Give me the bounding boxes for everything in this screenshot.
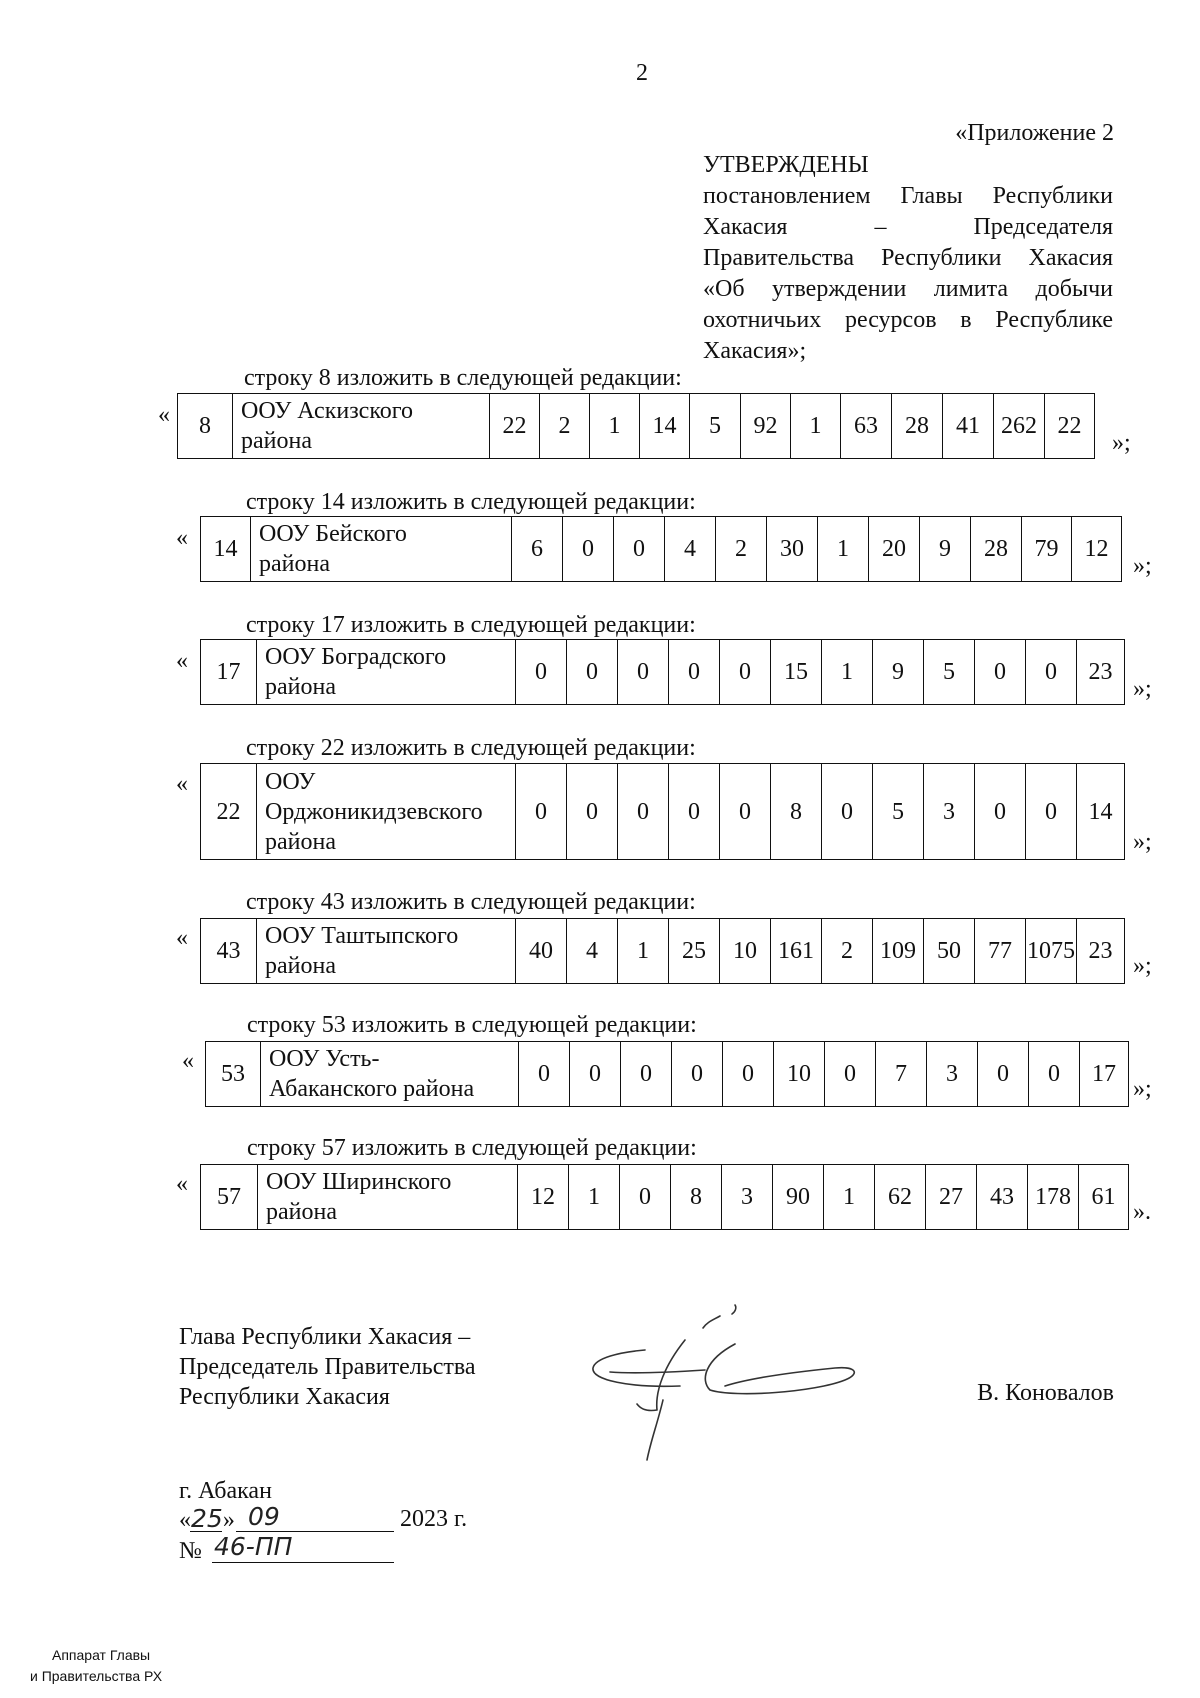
- appendix-label: «Приложение 2: [955, 120, 1114, 146]
- row-number-cell: 53: [206, 1042, 261, 1107]
- limit-value-cell: 9: [920, 517, 971, 582]
- date-close-quote: »: [222, 1507, 235, 1533]
- table-row: [178, 394, 1095, 459]
- limit-value-cell: 109: [873, 919, 924, 984]
- limit-value-cell: 0: [519, 1042, 570, 1107]
- limit-value-cell: 50: [924, 919, 975, 984]
- signatory-title: [179, 1322, 476, 1412]
- amendment-row-table: [200, 1164, 1129, 1230]
- organization-name-line: ООУ Усть-: [269, 1046, 380, 1072]
- amendment-intro: строку 8 изложить в следующей редакции:: [244, 365, 682, 391]
- organization-name-line: ООУ Аскизского: [241, 398, 414, 424]
- issue-city: г. Абакан: [179, 1478, 272, 1504]
- close-quote: »;: [1133, 953, 1152, 979]
- limit-value-cell: 63: [841, 394, 892, 459]
- organization-name-line: района: [265, 828, 336, 855]
- limit-value-cell: 5: [873, 764, 924, 860]
- table-row: [206, 1042, 1129, 1107]
- amendment-row-table: [205, 1041, 1129, 1107]
- organization-name-line: Орджоникидзевского: [265, 798, 483, 825]
- organization-name-cell: [258, 1165, 518, 1230]
- close-quote: »;: [1133, 1076, 1152, 1102]
- limit-value-cell: 0: [614, 517, 665, 582]
- limit-value-cell: 1: [824, 1165, 875, 1230]
- limit-value-cell: 22: [490, 394, 540, 459]
- limit-value-cell: 92: [741, 394, 791, 459]
- organization-name-line: района: [241, 428, 312, 454]
- limit-value-cell: 0: [621, 1042, 672, 1107]
- limit-value-cell: 262: [994, 394, 1045, 459]
- close-quote: »;: [1112, 430, 1131, 456]
- organization-name-line: района: [259, 551, 330, 577]
- organization-name-line: ООУ Боградского: [265, 644, 447, 670]
- limit-value-cell: 62: [875, 1165, 926, 1230]
- limit-value-cell: 43: [977, 1165, 1028, 1230]
- approval-line: постановлением Главы Республики: [703, 183, 1113, 209]
- approval-block: [703, 150, 1113, 367]
- limit-value-cell: 1: [791, 394, 841, 459]
- limit-value-cell: 2: [822, 919, 873, 984]
- limit-value-cell: 30: [767, 517, 818, 582]
- table-row: [201, 1165, 1129, 1230]
- open-quote: «: [182, 1048, 194, 1074]
- row-number-cell: 57: [201, 1165, 258, 1230]
- organization-name-cell: [233, 394, 490, 459]
- open-quote: «: [176, 925, 188, 951]
- number-underline: [212, 1562, 394, 1563]
- limit-value-cell: 1075: [1026, 919, 1077, 984]
- signatory-name: В. Коновалов: [977, 1380, 1114, 1406]
- limit-value-cell: 12: [518, 1165, 569, 1230]
- close-quote: ».: [1133, 1199, 1151, 1225]
- document-number: 46-ПП: [214, 1532, 293, 1561]
- limit-value-cell: 23: [1077, 919, 1125, 984]
- limit-value-cell: 20: [869, 517, 920, 582]
- amendment-row-table: [200, 918, 1125, 984]
- approval-line: «Об утверждении лимита добычи: [703, 276, 1113, 302]
- limit-value-cell: 0: [1029, 1042, 1080, 1107]
- open-quote: «: [176, 525, 188, 551]
- amendment-intro: строку 53 изложить в следующей редакции:: [247, 1012, 697, 1038]
- open-quote: «: [176, 771, 188, 797]
- approved-heading: УТВЕРЖДЕНЫ: [703, 152, 869, 178]
- limit-value-cell: 4: [665, 517, 716, 582]
- limit-value-cell: 5: [690, 394, 741, 459]
- close-quote: »;: [1133, 676, 1152, 702]
- organization-name-cell: [257, 764, 516, 860]
- limit-value-cell: 0: [669, 764, 720, 860]
- limit-value-cell: 9: [873, 640, 924, 705]
- limit-value-cell: 28: [892, 394, 943, 459]
- limit-value-cell: 0: [720, 640, 771, 705]
- amendment-row-table: [200, 763, 1125, 860]
- amendment-row-table: [200, 639, 1125, 705]
- limit-value-cell: 4: [567, 919, 618, 984]
- date-day: 25: [191, 1504, 223, 1533]
- handwritten-signature: [585, 1300, 915, 1470]
- row-number-cell: 8: [178, 394, 233, 459]
- amendment-intro: строку 17 изложить в следующей редакции:: [246, 612, 696, 638]
- row-number-cell: 43: [201, 919, 257, 984]
- date-open-quote: «: [179, 1507, 191, 1533]
- open-quote: «: [158, 402, 170, 428]
- page-number: 2: [636, 60, 648, 86]
- amendment-intro: строку 22 изложить в следующей редакции:: [246, 735, 696, 761]
- limit-value-cell: 0: [620, 1165, 671, 1230]
- table-row: [201, 764, 1125, 860]
- limit-value-cell: 61: [1079, 1165, 1129, 1230]
- signatory-title-line: Председатель Правительства: [179, 1354, 476, 1380]
- table-row: [201, 919, 1125, 984]
- limit-value-cell: 0: [975, 640, 1026, 705]
- limit-value-cell: 1: [822, 640, 873, 705]
- amendment-intro: строку 43 изложить в следующей редакции:: [246, 889, 696, 915]
- signatory-title-line: Республики Хакасия: [179, 1384, 390, 1410]
- limit-value-cell: 8: [671, 1165, 722, 1230]
- organization-name-line: Абаканского района: [269, 1076, 475, 1102]
- row-number-cell: 22: [201, 764, 257, 860]
- table-row: [201, 640, 1125, 705]
- table-row: [201, 517, 1122, 582]
- limit-value-cell: 0: [822, 764, 873, 860]
- amendment-intro: строку 14 изложить в следующей редакции:: [246, 489, 696, 515]
- row-number-cell: 14: [201, 517, 251, 582]
- limit-value-cell: 14: [1077, 764, 1125, 860]
- limit-value-cell: 79: [1022, 517, 1072, 582]
- limit-value-cell: 0: [618, 640, 669, 705]
- approval-line: Правительства Республики Хакасия: [703, 245, 1113, 271]
- limit-value-cell: 0: [570, 1042, 621, 1107]
- limit-value-cell: 0: [1026, 640, 1077, 705]
- date-month: 09: [248, 1502, 280, 1531]
- close-quote: »;: [1133, 829, 1152, 855]
- organization-name-cell: [257, 919, 516, 984]
- limit-value-cell: 3: [924, 764, 975, 860]
- limit-value-cell: 2: [540, 394, 590, 459]
- limit-value-cell: 2: [716, 517, 767, 582]
- limit-value-cell: 10: [720, 919, 771, 984]
- organization-name-cell: [251, 517, 512, 582]
- limit-value-cell: 7: [876, 1042, 927, 1107]
- organization-name-line: ООУ Ширинского: [266, 1169, 452, 1195]
- limit-value-cell: 3: [927, 1042, 978, 1107]
- amendment-intro: строку 57 изложить в следующей редакции:: [247, 1135, 697, 1161]
- limit-value-cell: 28: [971, 517, 1022, 582]
- approval-line: Хакасия»;: [703, 338, 807, 364]
- limit-value-cell: 25: [669, 919, 720, 984]
- limit-value-cell: 1: [618, 919, 669, 984]
- limit-value-cell: 12: [1072, 517, 1122, 582]
- limit-value-cell: 0: [567, 640, 618, 705]
- limit-value-cell: 41: [943, 394, 994, 459]
- limit-value-cell: 0: [1026, 764, 1077, 860]
- limit-value-cell: 27: [926, 1165, 977, 1230]
- limit-value-cell: 0: [563, 517, 614, 582]
- organization-name-line: ООУ Бейского: [259, 521, 407, 547]
- limit-value-cell: 17: [1080, 1042, 1129, 1107]
- limit-value-cell: 0: [669, 640, 720, 705]
- organization-name-line: района: [265, 953, 336, 979]
- limit-value-cell: 178: [1028, 1165, 1079, 1230]
- limit-value-cell: 0: [672, 1042, 723, 1107]
- limit-value-cell: 15: [771, 640, 822, 705]
- limit-value-cell: 90: [773, 1165, 824, 1230]
- limit-value-cell: 77: [975, 919, 1026, 984]
- limit-value-cell: 14: [640, 394, 690, 459]
- limit-value-cell: 1: [590, 394, 640, 459]
- limit-value-cell: 40: [516, 919, 567, 984]
- organization-name-cell: [257, 640, 516, 705]
- limit-value-cell: 0: [618, 764, 669, 860]
- limit-value-cell: 1: [818, 517, 869, 582]
- organization-name-line: ООУ: [265, 768, 316, 795]
- limit-value-cell: 0: [516, 640, 567, 705]
- limit-value-cell: 8: [771, 764, 822, 860]
- limit-value-cell: 22: [1045, 394, 1095, 459]
- row-number-cell: 17: [201, 640, 257, 705]
- limit-value-cell: 1: [569, 1165, 620, 1230]
- organization-name-cell: [261, 1042, 519, 1107]
- amendment-row-table: [200, 516, 1122, 582]
- open-quote: «: [176, 1171, 188, 1197]
- open-quote: «: [176, 648, 188, 674]
- limit-value-cell: 5: [924, 640, 975, 705]
- limit-value-cell: 23: [1077, 640, 1125, 705]
- limit-value-cell: 161: [771, 919, 822, 984]
- limit-value-cell: 6: [512, 517, 563, 582]
- limit-value-cell: 0: [516, 764, 567, 860]
- limit-value-cell: 0: [723, 1042, 774, 1107]
- limit-value-cell: 3: [722, 1165, 773, 1230]
- amendment-row-table: [177, 393, 1095, 459]
- signatory-title-line: Глава Республики Хакасия –: [179, 1324, 471, 1350]
- limit-value-cell: 0: [975, 764, 1026, 860]
- stamp-line: Аппарат Главы: [52, 1647, 151, 1663]
- organization-name-line: района: [266, 1199, 337, 1225]
- close-quote: »;: [1133, 553, 1152, 579]
- approval-line: Хакасия – Председателя: [703, 214, 1113, 240]
- limit-value-cell: 0: [825, 1042, 876, 1107]
- limit-value-cell: 10: [774, 1042, 825, 1107]
- approval-line: охотничьих ресурсов в Республике: [703, 307, 1113, 333]
- stamp-line: и Правительства РХ: [30, 1668, 163, 1684]
- limit-value-cell: 0: [978, 1042, 1029, 1107]
- organization-name-line: района: [265, 674, 336, 700]
- limit-value-cell: 0: [567, 764, 618, 860]
- limit-value-cell: 0: [720, 764, 771, 860]
- organization-name-line: ООУ Таштыпского: [265, 923, 459, 949]
- date-year: 2023 г.: [400, 1506, 468, 1532]
- document-number-label: №: [179, 1538, 202, 1564]
